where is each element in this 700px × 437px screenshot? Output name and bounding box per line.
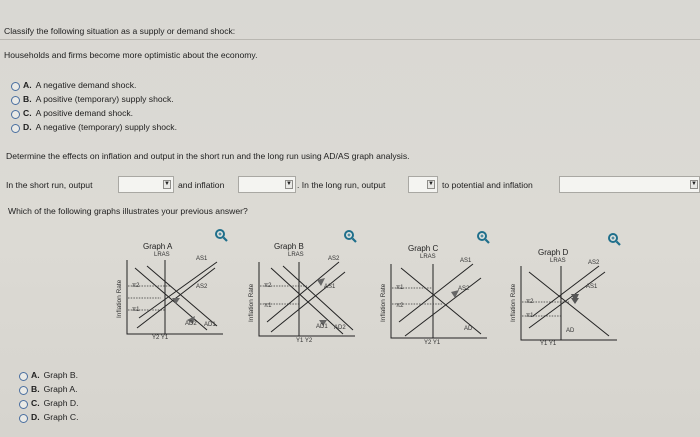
- graph-option-c-label: C. Graph D.: [31, 398, 79, 408]
- graphs-question: Which of the following graphs illustrates your previous answer?: [8, 206, 248, 216]
- short-run-output-label: In the short run, output: [6, 180, 93, 190]
- chevron-down-icon: ▼: [164, 181, 170, 187]
- graph-b-pi2-label: π2: [264, 283, 272, 289]
- question-prompt: Classify the following situation as a supply or demand shock:: [4, 26, 236, 36]
- graph-b-as-top-label: AS2: [328, 256, 340, 262]
- graph-d-lras-label: LRAS: [550, 258, 566, 264]
- graph-d-as-top-label: AS2: [588, 260, 600, 266]
- option-c-radio[interactable]: [11, 110, 20, 119]
- graph-a-title: Graph A: [143, 242, 173, 251]
- graph-d-pi2-label: π2: [526, 299, 534, 305]
- effects-instruction: Determine the effects on inflation and output in the short run and the long run using AD/AS graph analysis.: [6, 151, 410, 161]
- graph-a-as-top-label: AS1: [196, 256, 208, 262]
- zoom-icon[interactable]: [214, 228, 228, 242]
- graph-d-ad-label: AD: [566, 328, 575, 334]
- graph-b-y-axis-label: Inflation Rate: [248, 283, 255, 322]
- graph-option-a-label: A. Graph B.: [31, 370, 78, 380]
- option-b-label: B. A positive (temporary) supply shock.: [23, 94, 174, 104]
- graph-c-ad-label: AD: [464, 326, 473, 332]
- situation-text: Households and firms become more optimistic about the economy.: [4, 50, 258, 60]
- graph-c-as-top-label: AS1: [460, 258, 472, 264]
- graph-a-as-mid-label: AS2: [196, 284, 208, 290]
- chevron-down-icon: ▼: [428, 181, 434, 187]
- graph-a-pi1-label: π1: [132, 307, 140, 313]
- graph-option-a-radio[interactable]: [19, 372, 28, 381]
- option-a-radio[interactable]: [11, 82, 20, 91]
- graph-a-lras-label: LRAS: [154, 252, 170, 258]
- graph-d-y-values: Y1 Y1: [540, 341, 557, 347]
- graph-a-y-axis-label: Inflation Rate: [116, 279, 123, 318]
- short-run-output-dropdown[interactable]: [118, 176, 174, 193]
- graph-d-title: Graph D: [538, 248, 569, 257]
- graph-d-as-mid-label: AS1: [586, 284, 598, 290]
- graph-b-y-values: Y1 Y2: [296, 338, 313, 344]
- graph-option-d-label: D. Graph C.: [31, 412, 79, 422]
- graph-b-pi1-label: π1: [264, 303, 272, 309]
- graph-option-c-radio[interactable]: [19, 400, 28, 409]
- long-run-output-dropdown[interactable]: [408, 176, 438, 193]
- option-b-radio[interactable]: [11, 96, 20, 105]
- graph-b-as-mid-label: AS1: [324, 284, 336, 290]
- graph-a-pi2-label: π2: [132, 283, 140, 289]
- divider: [0, 39, 700, 40]
- chevron-down-icon: ▼: [286, 181, 292, 187]
- and-inflation-label: and inflation: [178, 180, 225, 190]
- graph-c-lras-label: LRAS: [420, 254, 436, 260]
- option-d-radio[interactable]: [11, 124, 20, 133]
- graph-option-b-radio[interactable]: [19, 386, 28, 395]
- graph-a-ad1-label: AD1: [204, 322, 216, 328]
- option-c-label: C. A positive demand shock.: [23, 108, 134, 118]
- long-run-label: . In the long run, output: [297, 180, 386, 190]
- graph-d-y-axis-label: Inflation Rate: [510, 283, 517, 322]
- option-a-label: A. A negative demand shock.: [23, 80, 137, 90]
- graph-c-as-mid-label: AS2: [458, 286, 470, 292]
- graph-c-y-values: Y2 Y1: [424, 340, 441, 346]
- graph-c-y-axis-label: Inflation Rate: [380, 283, 387, 322]
- graph-a-ad2-label: AD2: [185, 321, 197, 327]
- graph-b-ad2-label: AD2: [334, 325, 346, 331]
- graph-option-d-radio[interactable]: [19, 414, 28, 423]
- zoom-icon[interactable]: [476, 230, 490, 244]
- graph-d-pi1-label: π1: [526, 313, 534, 319]
- chevron-down-icon: ▼: [691, 181, 697, 187]
- graph-b-ad1-label: AD1: [316, 324, 328, 330]
- short-run-inflation-dropdown[interactable]: [238, 176, 296, 193]
- graph-b-title: Graph B: [274, 242, 304, 251]
- graph-c-plot: [389, 262, 489, 342]
- graph-a-y-values: Y2 Y1: [152, 335, 169, 341]
- to-potential-label: to potential and inflation: [442, 180, 533, 190]
- long-run-inflation-dropdown[interactable]: [559, 176, 700, 193]
- zoom-icon[interactable]: [343, 229, 357, 243]
- graph-option-b-label: B. Graph A.: [31, 384, 78, 394]
- option-d-label: D. A negative (temporary) supply shock.: [23, 122, 177, 132]
- graph-b-lras-label: LRAS: [288, 252, 304, 258]
- graph-c-title: Graph C: [408, 244, 439, 253]
- graph-c-pi1-label: π1: [396, 285, 404, 291]
- zoom-icon[interactable]: [607, 232, 621, 246]
- graph-c-pi2-label: π2: [396, 303, 404, 309]
